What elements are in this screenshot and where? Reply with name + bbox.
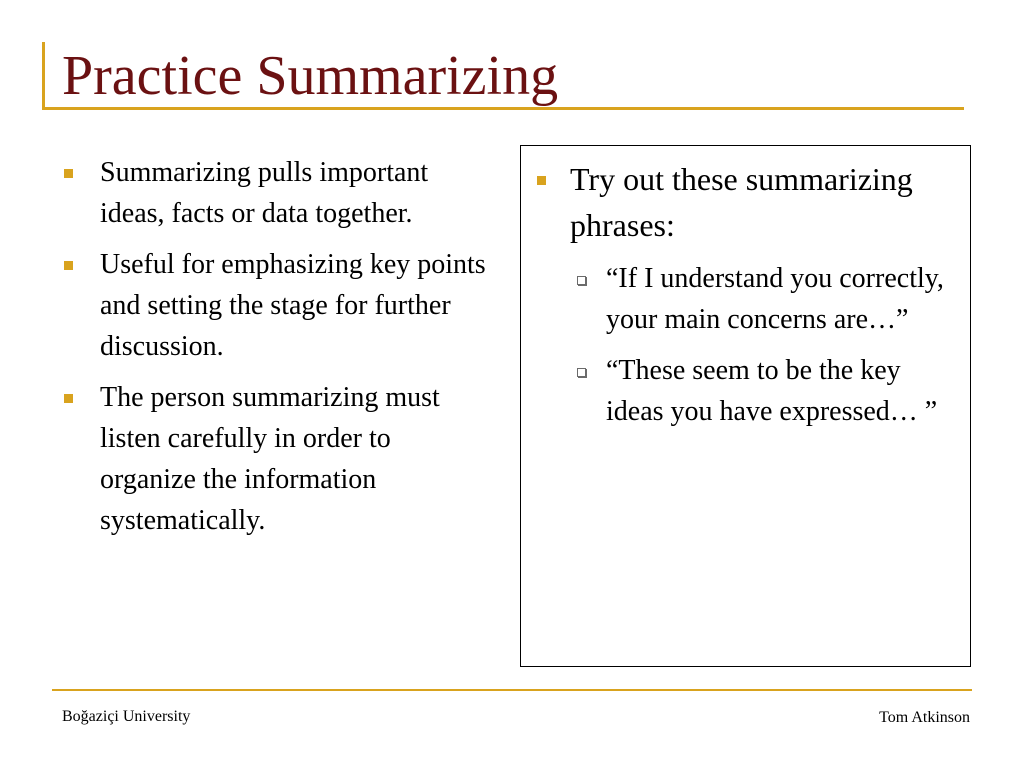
bullet-text: Summarizing pulls important ideas, facts or data together. (100, 157, 429, 229)
phrase-item (575, 350, 955, 432)
square-bullet-icon (537, 176, 546, 185)
hollow-square-bullet-icon (577, 276, 586, 285)
phrase-text: “These seem to be the key ideas you have expressed… ” (606, 355, 938, 427)
square-bullet-icon (64, 394, 73, 403)
phrases-heading-item (535, 156, 955, 248)
phrases-content (535, 156, 955, 442)
title-accent-rule-vertical (42, 42, 45, 109)
slide-title: Practice Summarizing (62, 45, 559, 107)
bullet-text: Useful for emphasizing key points and setting the stage for further discussion. (100, 249, 486, 362)
footer-author: Tom Atkinson (879, 709, 970, 726)
phrase-text: “If I understand you correctly, your main concerns are…” (606, 263, 944, 335)
phrases-text-box (520, 145, 971, 667)
left-bullet-list (62, 152, 492, 551)
square-bullet-icon (64, 261, 73, 270)
phrases-heading: Try out these summarizing phrases: (570, 161, 913, 243)
footer-institution: Boğaziçi University (62, 708, 191, 725)
bullet-item (62, 244, 492, 367)
footer-rule (52, 689, 972, 691)
bullet-text: The person summarizing must listen carefully in order to organize the information systematically. (100, 382, 440, 536)
bullet-item (62, 377, 492, 541)
hollow-square-bullet-icon (577, 368, 586, 377)
square-bullet-icon (64, 169, 73, 178)
phrase-sub-list (535, 258, 955, 432)
bullet-item (62, 152, 492, 234)
phrase-item (575, 258, 955, 340)
